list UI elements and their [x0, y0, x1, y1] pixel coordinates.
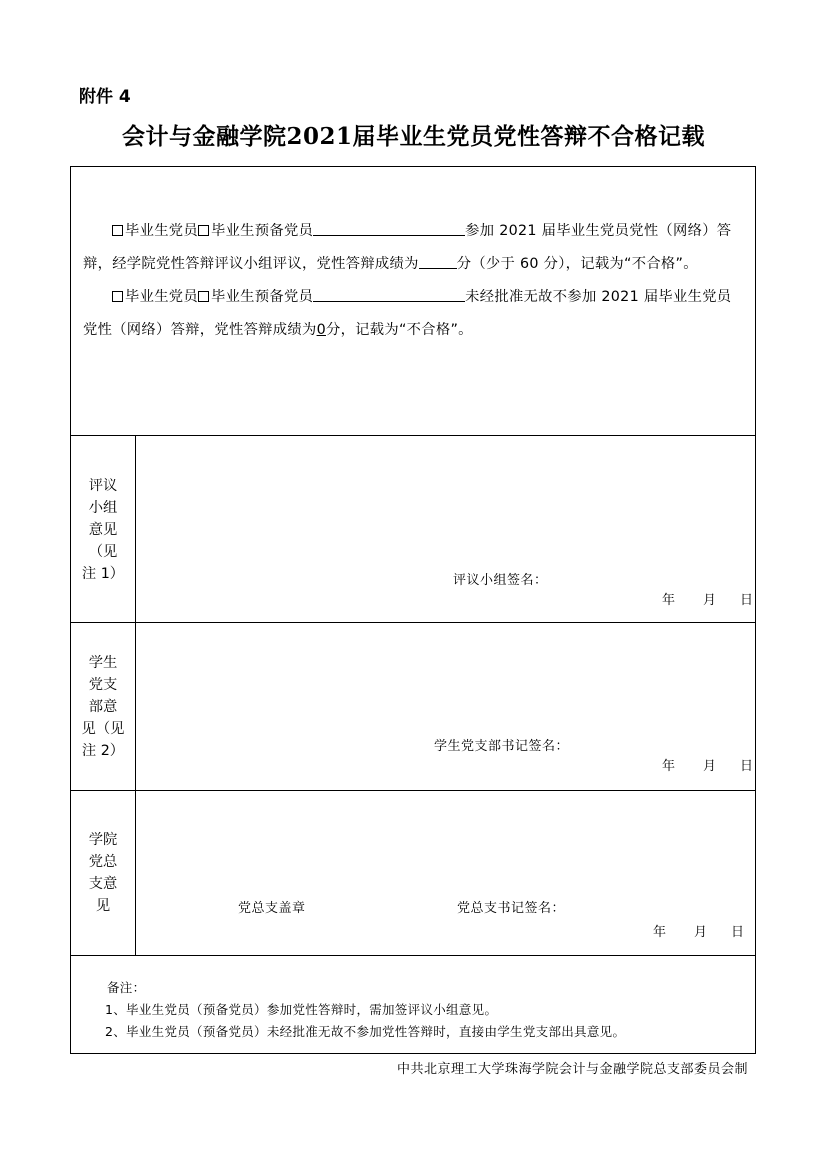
date-year: 年 — [653, 925, 667, 940]
college-opinion-label — [71, 829, 135, 917]
label-line: 学生 — [88, 655, 118, 671]
label-line: 评议 — [88, 478, 118, 494]
divider — [71, 435, 755, 436]
checkbox-party-member[interactable] — [112, 291, 123, 302]
paragraph-text: 分（少于 60 分），记载为“不合格”。 — [456, 256, 698, 272]
checkbox-label: 毕业生预备党员 — [210, 223, 314, 239]
note-item: 2、毕业生党员（预备党员）未经批准无故不参加党性答辩时，直接由学生党支部出具意见。 — [105, 1024, 626, 1039]
notes-heading: 备注： — [107, 980, 146, 995]
label-line: 注 1） — [81, 566, 125, 582]
checkbox-label: 毕业生预备党员 — [210, 289, 314, 305]
document-title: 会计与金融学院2021届毕业生党员党性答辩不合格记载 — [121, 123, 705, 150]
general-branch-secretary-signature-label: 党总支书记签名： — [457, 901, 566, 916]
label-line: （见 — [88, 544, 118, 560]
date-year: 年 — [662, 593, 676, 608]
branch-secretary-signature-label: 学生党支部书记签名： — [434, 739, 570, 754]
checkbox-probationary-member[interactable] — [198, 291, 209, 302]
review-group-label — [71, 475, 135, 585]
issuer-footer: 中共北京理工大学珠海学院会计与金融学院总支部委员会制 — [396, 1062, 748, 1077]
intro-text — [83, 215, 745, 347]
label-line: 小组 — [88, 500, 118, 516]
label-line: 意见 — [88, 522, 118, 538]
paragraph-text: 未经批准无故不参加 2021 届毕业生党员党性（网络）答辩，党性答辩成绩为 — [83, 289, 732, 338]
label-line: 注 2） — [81, 743, 125, 759]
intro-paragraph-2 — [83, 281, 745, 347]
divider — [71, 955, 755, 956]
general-branch-seal-label: 党总支盖章 — [238, 901, 306, 916]
college-date — [653, 921, 744, 940]
label-column-divider — [135, 435, 136, 955]
notes — [107, 977, 625, 1043]
note-item: 1、毕业生党员（预备党员）参加党性答辩时，需加签评议小组意见。 — [105, 1002, 498, 1017]
checkbox-probationary-member[interactable] — [198, 225, 209, 236]
date-month: 月 — [694, 925, 708, 940]
label-line: 党支 — [88, 677, 118, 693]
divider — [71, 790, 755, 791]
date-day: 日 — [731, 925, 745, 940]
date-year: 年 — [662, 759, 676, 774]
label-line: 见 — [95, 898, 111, 914]
paragraph-text: 参加 2021 届毕业生党员党性（网络）答辩，经学院党性答辩评议小组评议，党性答辩成绩为 — [83, 223, 732, 272]
label-line: 见（见 — [81, 721, 125, 737]
date-day: 日 — [740, 593, 754, 608]
label-line: 党总 — [88, 854, 118, 870]
score-zero: 0 — [316, 322, 326, 338]
checkbox-label: 毕业生党员 — [125, 223, 198, 239]
divider — [71, 622, 755, 623]
label-line: 支意 — [88, 876, 118, 892]
intro-paragraph-1 — [83, 215, 745, 281]
review-date — [662, 589, 753, 608]
review-group-signature-label: 评议小组签名： — [453, 573, 548, 588]
checkbox-label: 毕业生党员 — [125, 289, 198, 305]
paragraph-text: 分，记载为“不合格”。 — [325, 322, 473, 338]
name-blank[interactable] — [313, 221, 465, 236]
date-day: 日 — [740, 759, 754, 774]
name-blank[interactable] — [313, 287, 465, 302]
attachment-label: 附件 4 — [79, 87, 131, 107]
branch-date — [662, 755, 753, 774]
score-blank[interactable] — [419, 254, 457, 269]
branch-opinion-label — [71, 652, 135, 762]
date-month: 月 — [703, 593, 717, 608]
date-month: 月 — [703, 759, 717, 774]
label-line: 学院 — [88, 832, 118, 848]
checkbox-party-member[interactable] — [112, 225, 123, 236]
record-form — [70, 166, 756, 1054]
label-line: 部意 — [88, 699, 118, 715]
